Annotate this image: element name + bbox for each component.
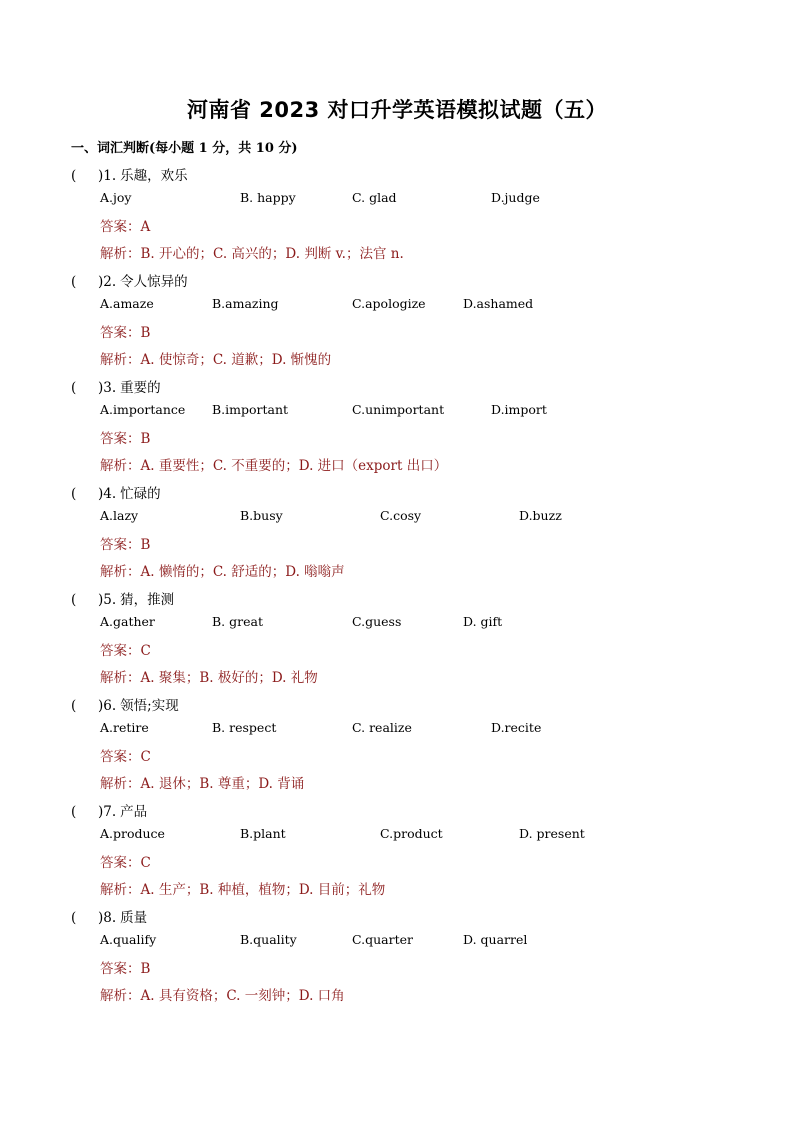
- answer-bracket: (: [71, 698, 77, 714]
- answer-bracket: (: [71, 274, 77, 290]
- option-a: A.gather: [100, 614, 155, 629]
- question-item: [0, 376, 794, 482]
- option-d: D. quarrel: [463, 932, 528, 947]
- question-stem: [71, 906, 147, 926]
- question-text: 忙碌的: [120, 486, 161, 502]
- question-text: 猜，推测: [120, 592, 175, 608]
- question-stem: [71, 694, 179, 714]
- question-item: [0, 588, 794, 694]
- option-c: C.cosy: [380, 508, 422, 523]
- question-item: [0, 800, 794, 906]
- option-c: C.quarter: [352, 932, 413, 947]
- answer-bracket: (: [71, 910, 77, 926]
- option-b: B.plant: [240, 826, 286, 841]
- question-stem: [71, 482, 161, 502]
- question-text: 重要的: [120, 380, 161, 396]
- answer-line: 答案：B: [100, 961, 151, 977]
- question-number: )8.: [98, 910, 117, 926]
- question-item: [0, 906, 794, 1012]
- option-b: B.amazing: [212, 296, 279, 311]
- answer-bracket: (: [71, 486, 77, 502]
- option-d: D.judge: [491, 190, 540, 205]
- option-c: C.apologize: [352, 296, 426, 311]
- option-b: B.busy: [240, 508, 283, 523]
- question-number: )3.: [98, 380, 117, 396]
- option-d: D.recite: [491, 720, 542, 735]
- option-a: A.retire: [100, 720, 149, 735]
- option-c: C.guess: [352, 614, 402, 629]
- question-stem: [71, 588, 174, 608]
- analysis-line: 解析：B. 开心的；C. 高兴的；D. 判断 v.；法官 n.: [100, 246, 404, 262]
- analysis-line: 解析：A. 具有资格；C. 一刻钟；D. 口角: [100, 988, 345, 1004]
- option-d: D. gift: [463, 614, 503, 629]
- analysis-line: 解析：A. 生产；B. 种植，植物；D. 目前；礼物: [100, 882, 386, 898]
- question-item: [0, 164, 794, 270]
- option-d: D.ashamed: [463, 296, 534, 311]
- answer-line: 答案：C: [100, 643, 151, 659]
- option-b: B.important: [212, 402, 289, 417]
- question-text: 质量: [120, 910, 148, 926]
- answer-bracket: (: [71, 380, 77, 396]
- question-number: )1.: [98, 168, 117, 184]
- question-text: 领悟;实现: [120, 698, 179, 714]
- option-a: A.amaze: [100, 296, 154, 311]
- option-b: B. happy: [240, 190, 296, 205]
- question-text: 乐趣，欢乐: [120, 168, 188, 184]
- answer-line: 答案：A: [100, 219, 151, 235]
- question-number: )5.: [98, 592, 117, 608]
- question-text: 产品: [120, 804, 148, 820]
- answer-line: 答案：B: [100, 325, 151, 341]
- answer-line: 答案：B: [100, 431, 151, 447]
- option-d: D. present: [519, 826, 585, 841]
- question-stem: [71, 376, 161, 396]
- answer-bracket: (: [71, 168, 77, 184]
- answer-line: 答案：C: [100, 749, 151, 765]
- option-c: C. realize: [352, 720, 412, 735]
- option-d: D.import: [491, 402, 547, 417]
- option-a: A.produce: [100, 826, 165, 841]
- analysis-line: 解析：A. 重要性；C. 不重要的；D. 进口（export 出口）: [100, 458, 448, 474]
- option-d: D.buzz: [519, 508, 562, 523]
- question-stem: [71, 270, 188, 290]
- question-item: [0, 270, 794, 376]
- analysis-line: 解析：A. 使惊奇；C. 道歉；D. 惭愧的: [100, 352, 332, 368]
- page-title: 河南省 2023 对口升学英语模拟试题（五）: [186, 98, 608, 122]
- analysis-line: 解析：A. 懒惰的；C. 舒适的；D. 嗡嗡声: [100, 564, 345, 580]
- option-b: B.quality: [240, 932, 297, 947]
- answer-bracket: (: [71, 804, 77, 820]
- question-item: [0, 694, 794, 800]
- answer-bracket: (: [71, 592, 77, 608]
- option-a: A.qualify: [100, 932, 157, 947]
- question-item: [0, 482, 794, 588]
- question-number: )4.: [98, 486, 117, 502]
- option-b: B. respect: [212, 720, 277, 735]
- question-number: )7.: [98, 804, 117, 820]
- question-text: 令人惊异的: [120, 274, 188, 290]
- question-number: )2.: [98, 274, 117, 290]
- question-number: )6.: [98, 698, 117, 714]
- option-a: A.lazy: [100, 508, 139, 523]
- section-heading: 一、词汇判断(每小题 1 分，共 10 分): [71, 141, 298, 156]
- answer-line: 答案：B: [100, 537, 151, 553]
- answer-line: 答案：C: [100, 855, 151, 871]
- option-c: C. glad: [352, 190, 397, 205]
- question-stem: [71, 164, 188, 184]
- analysis-line: 解析：A. 退休；B. 尊重；D. 背诵: [100, 776, 305, 792]
- option-a: A.joy: [100, 190, 132, 205]
- question-stem: [71, 800, 147, 820]
- analysis-line: 解析：A. 聚集；B. 极好的；D. 礼物: [100, 670, 318, 686]
- option-c: C.unimportant: [352, 402, 445, 417]
- option-c: C.product: [380, 826, 443, 841]
- option-a: A.importance: [100, 402, 186, 417]
- option-b: B. great: [212, 614, 263, 629]
